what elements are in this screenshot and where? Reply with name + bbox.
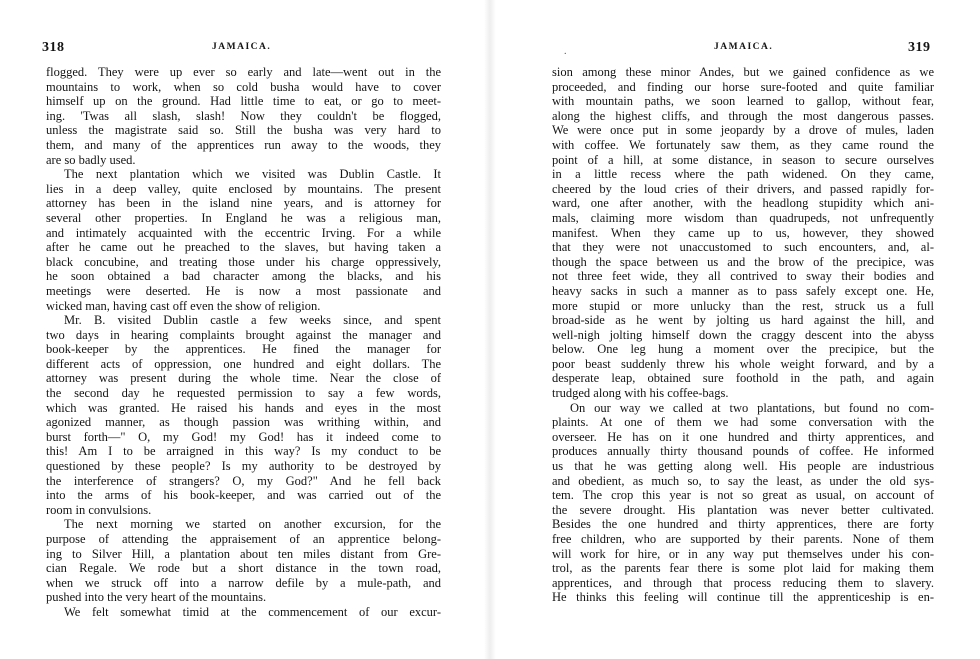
text-line: black concubine, and treating those under his charge oppressively, — [46, 254, 441, 269]
text-line: and obedient, as much so, to say the least, as under the old sys- — [552, 473, 934, 488]
text-line: the interference of strangers? O, my God?" And he fell back — [46, 473, 441, 488]
text-line: On our way we called at two plantations, but found no com- — [570, 400, 934, 415]
text-line: us that he was getting along well. His people are industrious — [552, 459, 934, 474]
running-head: JAMAICA. — [212, 42, 272, 52]
text-line: the second day he requested permission to say a few words, — [46, 386, 441, 401]
text-line: The next plantation which we visited was Dublin Castle. It — [64, 167, 441, 182]
text-line: ward, one after another, with the headlong stupidity which ani- — [552, 196, 934, 211]
text-line: will work for hire, or in any way put themselves under his con- — [552, 546, 934, 561]
text-line: several other properties. In England he was a religious man, — [46, 210, 441, 225]
text-line: when we struck off into a narrow defile by a mule-path, and — [46, 575, 441, 590]
text-line: he soon obtained a bad character among the blacks, and his — [46, 269, 441, 284]
text-line: meetings were deserted. He is now a most passionate and — [46, 283, 441, 298]
text-line: room in convulsions. — [46, 502, 152, 517]
text-line: poor beast suddenly threw his whole weight forward, and by a — [552, 356, 934, 371]
text-line: Mr. B. visited Dublin castle a few weeks since, and spent — [64, 313, 441, 328]
text-line: Besides the one hundred and thirty apprentices, there are forty — [552, 517, 934, 532]
text-line: He thinks this feeling will continue till the apprenticeship is en- — [552, 590, 934, 605]
text-line: two days in hearing complaints brought against the manager and — [46, 327, 441, 342]
text-line: ing to Silver Hill, a plantation about ten miles distant from Gre- — [46, 546, 441, 561]
print-mark: . — [564, 46, 567, 57]
text-line: point of a hill, at some distance, in season to secure ourselves — [552, 152, 934, 167]
text-line: desperate leap, obtained sure foothold in the path, and again — [552, 371, 934, 386]
text-line: in a little recess where the path widened. On they came, — [552, 167, 934, 182]
text-line: this! Am I to be arraigned in this way? Is my conduct to be — [46, 444, 441, 459]
text-line: flogged. They were up ever so early and late—went out in the — [46, 65, 441, 79]
text-line: sion among these minor Andes, but we gained confidence as we — [552, 65, 934, 79]
page-number: 319 — [908, 40, 931, 55]
text-line: cian Regale. We rode but a short distance in the town road, — [46, 561, 441, 576]
left-page — [0, 0, 486, 659]
text-line: the severe drought. His plantation was never better cultivated. — [552, 502, 934, 517]
text-line: ing. 'Twas all slash, slash! Now they couldn't be flogged, — [46, 108, 441, 123]
text-line: book-keeper by the apprentices. He fined the manager for — [46, 342, 441, 357]
text-line: that they were not unaccustomed to such encounters, and, al- — [552, 240, 934, 255]
text-line: overseer. He has on it one hundred and thirty apprentices, and — [552, 429, 934, 444]
text-line: cheered by the loud cries of their drivers, and passed rapidly for- — [552, 181, 934, 196]
text-line: agonized manner, as though passion was writhing within, and — [46, 415, 441, 430]
text-line: purpose of attending the appraisement of an apprentice belong- — [46, 532, 441, 546]
right-page — [494, 0, 980, 659]
text-line: though the space between us and the brow of the precipice, was — [552, 254, 934, 269]
text-line: mountains to work, when so cold busha would have to cover — [46, 79, 441, 94]
text-line: trudged along with his coffee-bags. — [552, 386, 729, 401]
text-line: attorney has been in the island nine years, and is attorney for — [46, 196, 441, 211]
text-line: trol, as the parents fear there is some plot laid for making them — [552, 561, 934, 576]
text-line: questioned by these people? Is my authority to be destroyed by — [46, 459, 441, 474]
text-line: heavy sacks in such a manner as to pass safely except one. He, — [552, 283, 934, 298]
text-line: with coffee. We fortunately saw them, as they came round the — [552, 137, 934, 152]
text-line: produces annually thirty thousand pounds of coffee. He informed — [552, 444, 934, 459]
text-line: along the highest cliffs, and through the most dangerous passes. — [552, 108, 934, 123]
text-line: wicked man, having cast off even the show of religion. — [46, 298, 321, 313]
text-line: more stupid or more unlucky than the rest, struck us a full — [552, 298, 934, 313]
text-line: proceeded, and finding our horse sure-footed and quite familiar — [552, 79, 934, 94]
text-line: different acts of oppression, one hundred and eight dollars. The — [46, 356, 441, 371]
text-line: with mountain paths, we soon learned to gallop, without fear, — [552, 94, 934, 109]
text-line: pushed into the very heart of the mountains. — [46, 590, 267, 605]
text-line: We felt somewhat timid at the commencement of our excur- — [64, 604, 441, 619]
text-line: unless the magistrate said so. Still the busha was very hard to — [46, 123, 441, 138]
text-line: them, and many of the apprentices run away to the woods, they — [46, 137, 441, 152]
page-number: 318 — [42, 40, 65, 55]
text-line: which was granted. He raised his hands and eyes in the most — [46, 400, 441, 415]
text-line: well-nigh jolting himself down the craggy descent into the abyss — [552, 327, 934, 342]
text-line: tem. The crop this year is not so great as usual, on account of — [552, 488, 934, 503]
text-line: manifest. When they came up to us, however, they showed — [552, 225, 934, 240]
text-line: lies in a deep valley, quite enclosed by mountains. The present — [46, 181, 441, 196]
text-line: apprentices, and through that process reducing them to slavery. — [552, 575, 934, 590]
text-line: burst forth—" O, my God! my God! has it indeed come to — [46, 429, 441, 444]
body-text — [46, 65, 441, 620]
text-line: not three feet wide, they all contrived to sway their bodies and — [552, 269, 934, 284]
text-line: after he came out he preached to the slaves, but having taken a — [46, 240, 441, 255]
running-head: JAMAICA. — [714, 42, 774, 52]
text-line: attorney was present during the whole time. Near the close of — [46, 371, 441, 386]
text-line: mals, claiming more wisdom than quadrupeds, not unfrequently — [552, 210, 934, 225]
text-line: free children, who are supported by their parents. None of them — [552, 532, 934, 546]
text-line: broad-side as he went by jolting us hard against the hill, and — [552, 313, 934, 328]
text-line: plaints. At one of them we had some conversation with the — [552, 415, 934, 430]
text-line: The next morning we started on another excursion, for the — [64, 517, 441, 532]
text-line: below. One leg hung a moment over the precipice, but the — [552, 342, 934, 357]
text-line: into the arms of his book-keeper, and was carried out of the — [46, 488, 441, 503]
text-line: are so badly used. — [46, 152, 136, 167]
body-text — [552, 65, 934, 605]
text-line: We were once put in some jeopardy by a drove of mules, laden — [552, 123, 934, 138]
text-line: himself up on the ground. Had little time to eat, or go to meet- — [46, 94, 441, 109]
text-line: and intimately acquainted with the eccentric Irving. For a while — [46, 225, 441, 240]
